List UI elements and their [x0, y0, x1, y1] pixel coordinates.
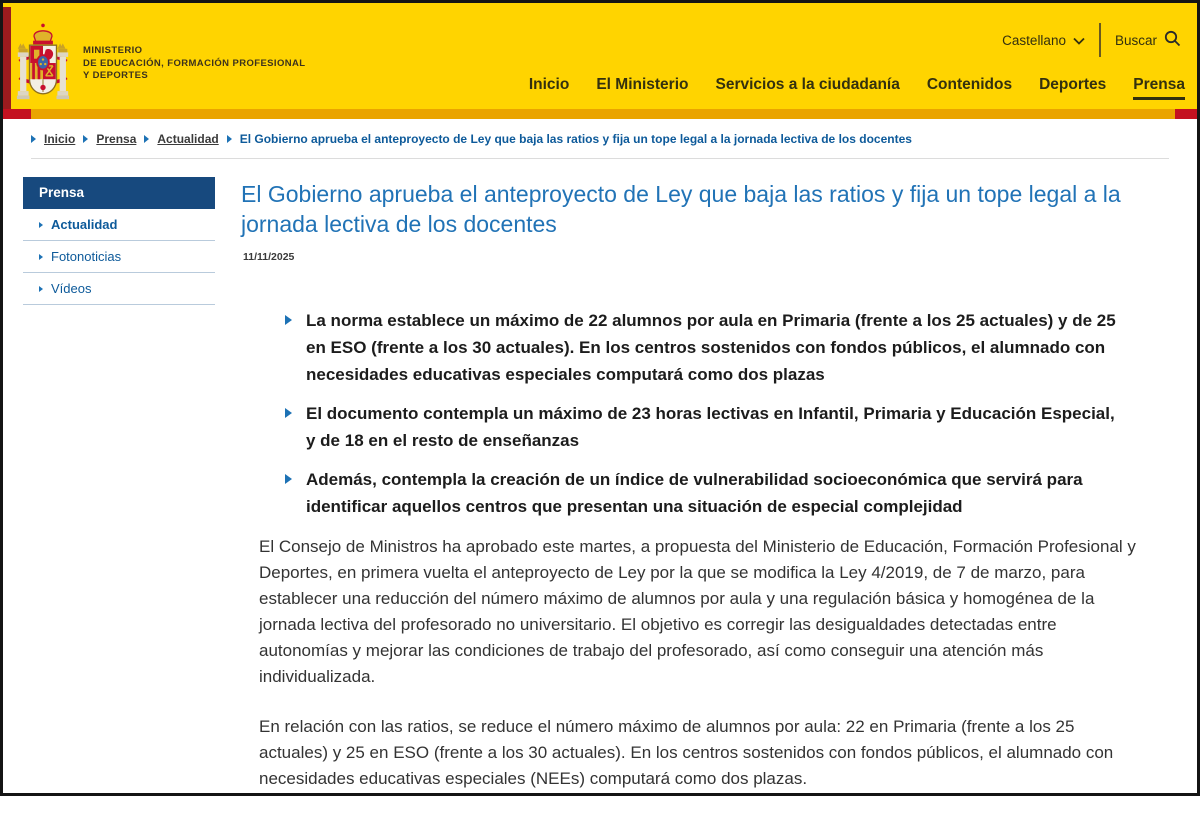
breadcrumb-arrow-icon	[83, 135, 88, 143]
article-title: El Gobierno aprueba el anteproyecto de Ley que baja las ratios y fija un tope legal a la jornada lectiva de los docentes	[241, 181, 1121, 237]
sidebar-item-fotonoticias[interactable]	[23, 241, 215, 273]
ministry-name-line1: MINISTERIO	[83, 45, 143, 56]
breadcrumb-link-prensa[interactable]: Prensa	[96, 132, 137, 146]
site-header	[3, 3, 1197, 109]
header-utility-bar	[1002, 23, 1181, 57]
highlight-item	[285, 466, 1123, 520]
highlight-item	[285, 400, 1123, 454]
strip-red-right	[1175, 109, 1197, 119]
article-paragraph: En relación con las ratios, se reduce el número máximo de alumnos por aula: 22 en Primaria (frente a los 25 actuales) y 25 en ESO (frente a los 30 actuales). En los centros sostenidos con fondos públicos, el alumnado con necesidades educativas especiales (NEEs) computará como dos plazas.	[259, 717, 1114, 788]
triangle-right-icon	[285, 408, 292, 418]
nav-item-inicio[interactable]: Inicio	[528, 76, 570, 93]
article	[241, 177, 1169, 816]
breadcrumb-arrow-icon	[144, 135, 149, 143]
article-highlights	[285, 307, 1169, 520]
sidebar-title-prensa[interactable]: Prensa	[23, 177, 215, 209]
nav-item-servicios[interactable]: Servicios a la ciudadanía	[715, 76, 900, 93]
breadcrumb-current-page: El Gobierno aprueba el anteproyecto de Ley que baja las ratios y fija un tope legal a la jornada lectiva de los docentes	[239, 132, 912, 146]
ministry-logo[interactable]	[16, 21, 70, 114]
ministry-name-line2: DE EDUCACIÓN, FORMACIÓN PROFESIONAL	[83, 57, 306, 69]
header-bottom-strip	[3, 109, 1197, 119]
triangle-right-icon	[39, 222, 43, 228]
content-area	[3, 159, 1197, 816]
highlight-text: La norma establece un máximo de 22 alumnos por aula en Primaria (frente a los 25 actuales) y de 25 en ESO (frente a los 30 actuales). En los centros sostenidos con fondos públicos, el alumnado con necesidades educativas especiales computará como dos plazas	[306, 311, 1116, 384]
sidebar-item-actualidad[interactable]	[23, 209, 215, 241]
nav-item-deportes[interactable]: Deportes	[1039, 76, 1107, 93]
language-selector[interactable]	[1002, 33, 1085, 48]
nav-item-prensa[interactable]: Prensa	[1133, 76, 1185, 100]
ministry-name	[83, 45, 305, 83]
main-navigation	[529, 76, 1185, 100]
header-left-stripe	[3, 7, 11, 109]
triangle-right-icon	[285, 474, 292, 484]
article-body	[259, 534, 1169, 792]
nav-item-el-ministerio[interactable]: El Ministerio	[596, 76, 689, 93]
breadcrumb-link-actualidad[interactable]: Actualidad	[157, 132, 219, 146]
strip-amber	[31, 109, 1175, 119]
triangle-right-icon	[39, 286, 43, 292]
sidebar	[23, 177, 215, 816]
article-paragraph: El Consejo de Ministros ha aprobado este martes, a propuesta del Ministerio de Educación, Formación Profesional y Deportes, en primera vuelta el anteproyecto de Ley por la que se modifica la Ley 4/2019, de 7 de marzo, para establecer una reducción del número máximo de alumnos por aula y una regulación básica y homogénea de la jornada lectiva del profesorado no universitario. El objetivo es corregir las desigualdades detectadas entre autonomías y mejorar las condiciones de trabajo del profesorado, así como conseguir una atención más individualizada.	[259, 537, 1136, 686]
sidebar-item-label: Vídeos	[51, 281, 92, 296]
breadcrumb	[3, 119, 1197, 158]
triangle-right-icon	[39, 254, 43, 260]
chevron-down-icon	[1073, 33, 1085, 48]
search-label: Buscar	[1114, 32, 1157, 48]
sidebar-item-label: Actualidad	[51, 217, 118, 232]
sidebar-item-label: Fotonoticias	[51, 249, 122, 264]
ministry-name-line3: Y DEPORTES	[83, 70, 149, 81]
triangle-right-icon	[285, 315, 292, 325]
article-date: 11/11/2025	[243, 251, 295, 263]
sidebar-menu	[23, 209, 215, 305]
breadcrumb-arrow-icon	[227, 135, 232, 143]
spain-coat-of-arms-icon	[16, 96, 70, 113]
language-selector-label: Castellano	[1002, 32, 1066, 48]
highlight-text: El documento contempla un máximo de 23 horas lectivas en Infantil, Primaria y Educación Especial, y de 18 en el resto de enseñanzas	[306, 404, 1115, 450]
search-icon	[1164, 30, 1181, 50]
highlight-item	[285, 307, 1123, 388]
highlight-text: Además, contempla la creación de un índice de vulnerabilidad socioeconómica que servirá para identificar aquellos centros que presentan una situación de especial complejidad	[306, 470, 1083, 516]
sidebar-item-videos[interactable]	[23, 273, 215, 305]
breadcrumb-link-inicio[interactable]: Inicio	[44, 132, 76, 146]
search-button[interactable]	[1115, 30, 1181, 50]
utility-divider	[1099, 23, 1101, 57]
breadcrumb-arrow-icon	[31, 135, 36, 143]
nav-item-contenidos[interactable]: Contenidos	[926, 76, 1013, 93]
